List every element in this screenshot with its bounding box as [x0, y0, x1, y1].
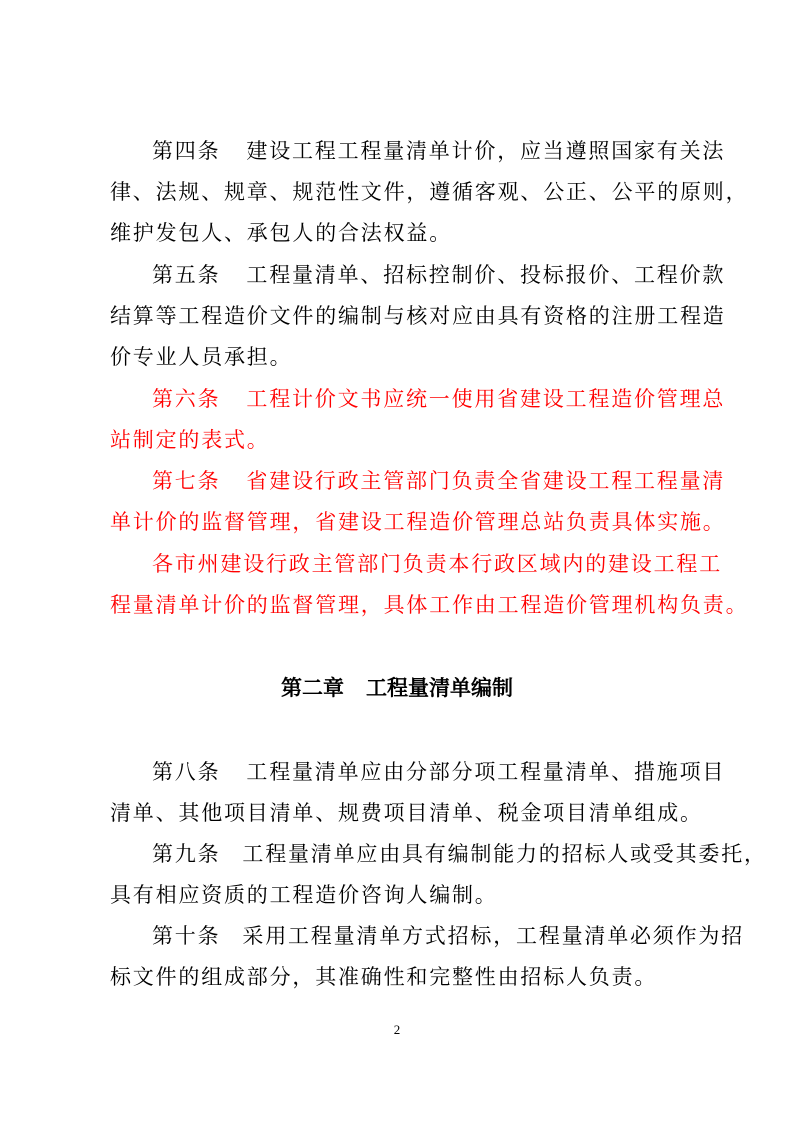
article-8-line-1 — [152, 758, 725, 786]
article-9-line-2: 具有相应资质的工程造价咨询人编制。 — [110, 883, 498, 907]
article-4-heading: 第四条 — [152, 139, 221, 163]
article-7-text-1: 省建设行政主管部门负责全省建设工程工程量清 — [246, 469, 726, 493]
article-5-line-2: 结算等工程造价文件的编制与核对应由具有资格的注册工程造 — [110, 304, 726, 328]
article-6-line-2: 站制定的表式。 — [110, 428, 270, 452]
article-10-line-2: 标文件的组成部分，其准确性和完整性由招标人负责。 — [110, 965, 658, 989]
article-9-text-1: 工程量清单应由具有编制能力的招标人或受其委托， — [242, 842, 767, 866]
article-8-heading: 第八条 — [152, 760, 221, 784]
article-5-line-1 — [152, 261, 725, 289]
article-8-text-1: 工程量清单应由分部分项工程量清单、措施项目 — [246, 760, 726, 784]
article-6-line-1 — [152, 385, 725, 413]
article-6-heading: 第六条 — [152, 387, 221, 411]
article-7b-line-2: 程量清单计价的监督管理，具体工作由工程造价管理机构负责。 — [110, 593, 749, 617]
chapter-heading — [0, 674, 794, 702]
article-9-line-1 — [152, 840, 767, 868]
chapter-title: 工程量清单编制 — [366, 676, 513, 700]
article-5-line-3: 价专业人员承担。 — [110, 345, 293, 369]
article-4-line-1 — [152, 137, 725, 165]
article-4-text-1: 建设工程工程量清单计价，应当遵照国家有关法 — [246, 139, 726, 163]
page-number: 2 — [393, 1022, 401, 1037]
article-7b-line-1: 各市州建设行政主管部门负责本行政区域内的建设工程工 — [152, 552, 722, 576]
article-7-line-1 — [152, 467, 725, 495]
article-10-heading: 第十条 — [152, 924, 221, 948]
article-5-heading: 第五条 — [152, 263, 221, 287]
article-4-line-3: 维护发包人、承包人的合法权益。 — [110, 221, 452, 245]
article-10-text-1: 采用工程量清单方式招标，工程量清单必须作为招 — [242, 924, 745, 948]
article-6-text-1: 工程计价文书应统一使用省建设工程造价管理总 — [246, 387, 726, 411]
article-10-line-1 — [152, 922, 744, 950]
article-8-line-2: 清单、其他项目清单、规费项目清单、税金项目清单组成。 — [110, 801, 703, 825]
article-4-line-2: 律、法规、规章、规范性文件，遵循客观、公正、公平的原则， — [110, 180, 749, 204]
article-5-text-1: 工程量清单、招标控制价、投标报价、工程价款 — [246, 263, 726, 287]
article-9-heading: 第九条 — [152, 842, 221, 866]
article-7-line-2: 单计价的监督管理，省建设工程造价管理总站负责具体实施。 — [110, 510, 726, 534]
article-7-heading: 第七条 — [152, 469, 221, 493]
chapter-number: 第二章 — [281, 676, 344, 700]
